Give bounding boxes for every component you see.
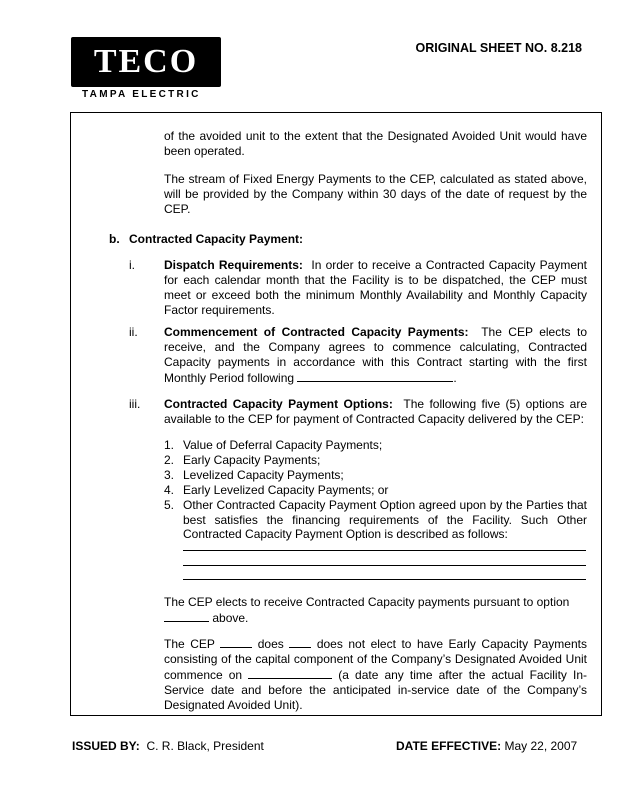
list-item xyxy=(164,483,587,498)
logo-subtext: TAMPA ELECTRIC xyxy=(82,89,201,100)
section-b-marker: b. xyxy=(109,232,120,246)
early-text-2: does xyxy=(257,637,284,651)
issued-value: C. R. Black, President xyxy=(146,739,264,753)
issued-label: ISSUED BY: xyxy=(72,739,140,753)
effective-label: DATE EFFECTIVE: xyxy=(396,739,502,753)
option-number: 2. xyxy=(164,452,175,467)
item-iii-text: The following five (5) options are available to the CEP for payment of Contracted Capacity delivered by the CEP: xyxy=(164,397,588,426)
list-item xyxy=(164,498,587,543)
elect-text: The CEP elects to receive Contracted Capacity payments pursuant to option xyxy=(164,595,570,609)
sheet-number: ORIGINAL SHEET NO. 8.218 xyxy=(415,41,582,55)
option-text: Early Levelized Capacity Payments; or xyxy=(183,482,389,497)
elect-after: above. xyxy=(212,610,249,625)
early-capacity-paragraph xyxy=(164,636,587,713)
item-i-text: In order to receive a Contracted Capacity Payment for each calendar month that the Facility is to be dispatched, the CEP must meet or exceed both the minimum Monthly Availability and Monthly Capacity Factor requirements. xyxy=(164,258,588,317)
logo-mark xyxy=(71,37,221,87)
early-text-4: (a date any time after the actual Facility In-Service date and before the anticipated in-service date of the Company’s Designated Avoided Unit). xyxy=(164,667,587,712)
item-ii-heading: Commencement of Contracted Capacity Payments: xyxy=(164,325,469,339)
option-number: 5. xyxy=(164,497,175,512)
item-iii-paragraph xyxy=(164,397,587,427)
issued-by xyxy=(72,739,264,753)
item-i-numeral: i. xyxy=(129,258,135,272)
list-item xyxy=(164,438,587,453)
option-text: Other Contracted Capacity Payment Option agreed upon by the Parties that best satisfies the financing requirements of the Facility. Such Other Contracted Capacity Payment Option is described as follows: xyxy=(183,497,587,542)
fixed-energy-paragraph: The stream of Fixed Energy Payments to the CEP, calculated as stated above, will be provided by the Company within 30 days of the date of request by the CEP. xyxy=(164,172,587,216)
section-b-title: Contracted Capacity Payment: xyxy=(129,232,304,246)
early-text-1: The CEP xyxy=(164,637,215,651)
payment-options-list xyxy=(164,438,587,542)
list-item xyxy=(164,453,587,468)
description-line[interactable] xyxy=(183,550,586,551)
list-item xyxy=(164,468,587,483)
continuation-paragraph: of the avoided unit to the extent that the Designated Avoided Unit would have been operated. xyxy=(164,129,587,158)
option-text: Early Capacity Payments; xyxy=(183,452,321,467)
option-number: 3. xyxy=(164,467,175,482)
option-number: 1. xyxy=(164,438,175,452)
item-iii-heading: Contracted Capacity Payment Options: xyxy=(164,397,393,411)
item-ii-paragraph xyxy=(164,325,587,386)
company-logo xyxy=(71,37,221,100)
effective-value: May 22, 2007 xyxy=(504,739,578,753)
date-effective xyxy=(396,739,577,753)
early-text-3: does not elect to have Early Capacity Payments consisting of the capital component of the Company’s Designated Avoided Unit commence on xyxy=(164,637,587,682)
option-number: 4. xyxy=(164,482,175,497)
option-text: Levelized Capacity Payments; xyxy=(183,467,344,482)
item-i-paragraph xyxy=(164,258,587,318)
commence-date-blank[interactable] xyxy=(248,667,332,679)
does-not-blank[interactable] xyxy=(289,636,311,648)
logo-text: TECO xyxy=(93,43,199,80)
description-line[interactable] xyxy=(183,579,586,580)
does-blank[interactable] xyxy=(220,636,252,648)
description-line[interactable] xyxy=(183,565,586,566)
item-ii-text: The CEP elects to receive, and the Company agrees to commence calculating, Contracted Capacity payments in accordance with this Contract starting with the first Monthly Period following xyxy=(164,325,588,385)
option-text: Value of Deferral Capacity Payments; xyxy=(183,438,383,452)
elect-option-paragraph xyxy=(164,595,587,626)
item-ii-end: . xyxy=(453,370,457,385)
monthly-period-blank[interactable] xyxy=(297,370,453,382)
item-iii-numeral: iii. xyxy=(129,397,141,411)
item-ii-numeral: ii. xyxy=(129,325,138,339)
item-i-heading: Dispatch Requirements: xyxy=(164,258,303,272)
option-choice-blank[interactable] xyxy=(164,610,209,622)
